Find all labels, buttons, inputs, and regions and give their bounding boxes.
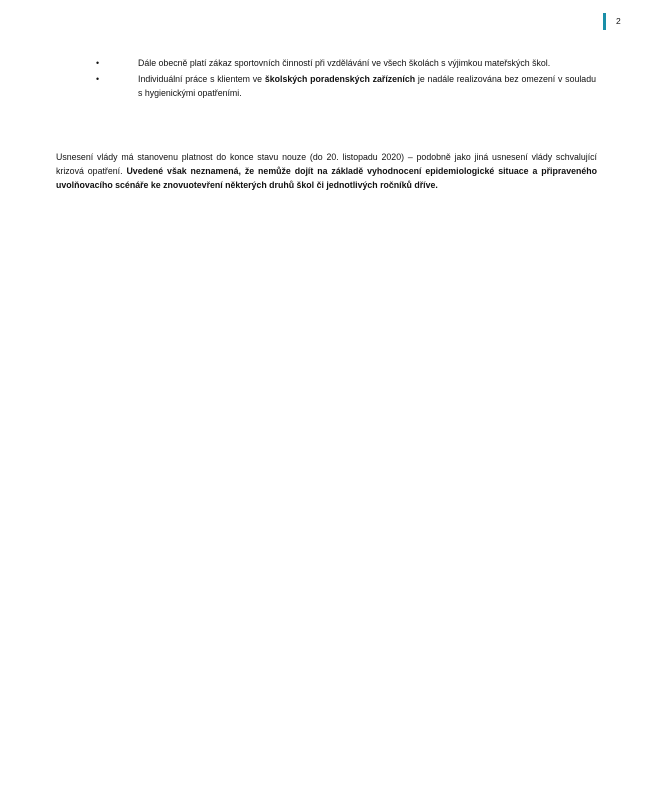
bullet-text-emphasis: školských poradenských zařízeních xyxy=(264,73,416,84)
page-number: 2 xyxy=(616,16,621,26)
list-item xyxy=(96,56,596,71)
body-paragraph xyxy=(56,151,597,192)
bullet-text: Dále obecně platí zákaz sportovních činností při vzdělávání ve všech školách s výjimkou mateřských škol. xyxy=(138,58,551,68)
list-item xyxy=(96,72,596,101)
page-number-accent-bar xyxy=(603,13,606,30)
bullet-text xyxy=(138,72,596,101)
bullet-text-end: je nadále realizována bez omezení v souladu s hygienickými opatřeními. xyxy=(138,73,596,98)
paragraph-text: Usnesení vlády má stanovenu platnost do konce stavu nouze (do 20. listopadu 2020) – podobně jako jiná usnesení vlády schvalující krizová opatření. xyxy=(56,152,597,176)
bullet-icon: • xyxy=(96,58,100,68)
paragraph-emphasis: Uvedené však neznamená, že nemůže dojít na základě vyhodnocení epidemiologické situace a připraveného uvolňovacího scénáře ke znovuotevření některých druhů škol či jednotlivých ročníků dříve. xyxy=(56,165,597,190)
bullet-list xyxy=(96,56,596,101)
bullet-text-start: Individuální práce s klientem ve xyxy=(138,73,265,84)
bullet-icon: • xyxy=(96,73,100,84)
page-header xyxy=(603,13,621,30)
